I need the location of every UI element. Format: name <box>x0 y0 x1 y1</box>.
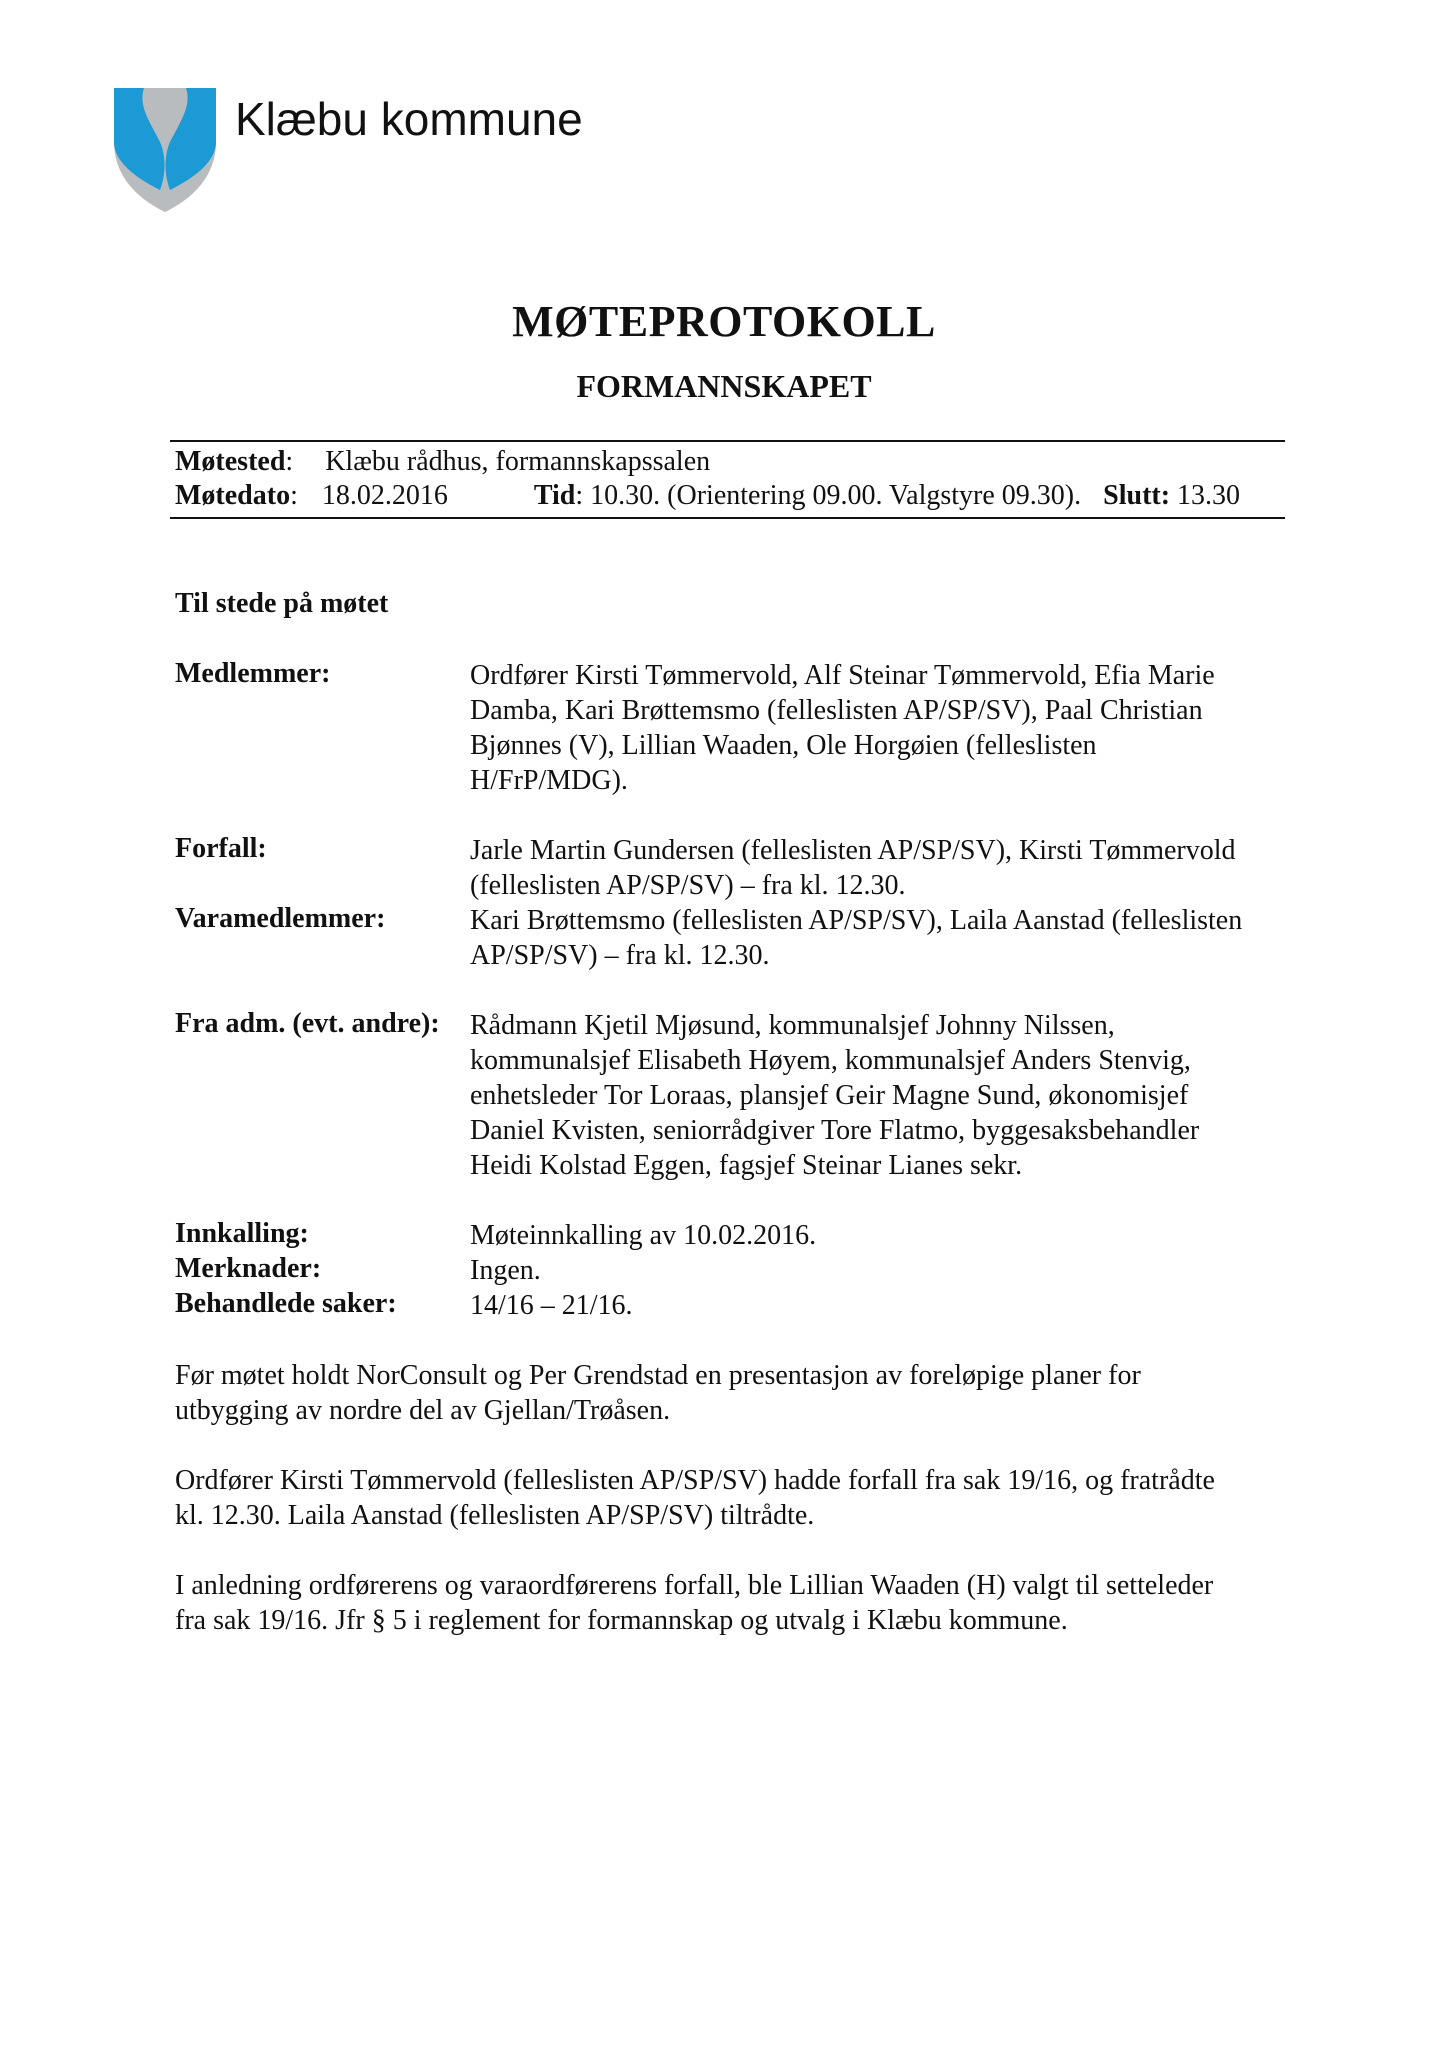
members-value <box>470 658 1290 798</box>
meeting-date-label: Møtedato <box>175 480 291 511</box>
admin-line: Heidi Kolstad Eggen, fagsjef Steinar Lianes sekr. <box>470 1150 1023 1181</box>
paragraph-mayor-absence <box>175 1463 1290 1533</box>
deputies-value <box>470 903 1290 973</box>
deputies-line: Kari Brøttemsmo (felleslisten AP/SP/SV), Laila Aanstad (felleslisten <box>470 905 1243 936</box>
document-subtitle: FORMANNSKAPET <box>576 368 872 404</box>
admin-line: Daniel Kvisten, seniorrådgiver Tore Flatmo, byggesaksbehandler <box>470 1115 1200 1146</box>
absent-label: Forfall: <box>175 833 267 864</box>
meeting-time-value: 10.30. (Orientering 09.00. Valgstyre 09.30). <box>590 480 1082 511</box>
meeting-place-line: Møtested: Klæbu rådhus, formannskapssalen <box>175 446 711 477</box>
paragraph-line: utbygging av nordre del av Gjellan/Trøåsen. <box>175 1395 671 1426</box>
meeting-end-label: Slutt: <box>1103 480 1171 511</box>
members-label: Medlemmer: <box>175 658 331 689</box>
paragraph-line: fra sak 19/16. Jfr § 5 i reglement for formannskap og utvalg i Klæbu kommune. <box>175 1605 1068 1636</box>
meeting-date-value: 18.02.2016 <box>321 480 448 511</box>
divider-bottom <box>170 517 1285 519</box>
absent-line: Jarle Martin Gundersen (felleslisten AP/SP/SV), Kirsti Tømmervold <box>470 835 1236 866</box>
paragraph-line: I anledning ordførerens og varaordførerens forfall, ble Lillian Waaden (H) valgt til setteleder <box>175 1570 1214 1601</box>
remarks-label: Merknader: <box>175 1253 322 1284</box>
paragraph-presentation <box>175 1358 1290 1428</box>
admin-line: kommunalsjef Elisabeth Høyem, kommunalsjef Anders Stenvig, <box>470 1045 1191 1076</box>
summons-value: Møteinnkalling av 10.02.2016. <box>470 1220 817 1251</box>
members-line: H/FrP/MDG). <box>470 765 628 796</box>
divider-top <box>170 440 1285 442</box>
absent-value <box>470 833 1290 903</box>
members-line: Ordfører Kirsti Tømmervold, Alf Steinar Tømmervold, Efia Marie <box>470 660 1215 691</box>
meeting-time-label: Tid <box>533 480 576 511</box>
klaebu-coat-of-arms-icon <box>110 86 220 214</box>
paragraph-line: Før møtet holdt NorConsult og Per Grendstad en presentasjon av foreløpige planer for <box>175 1360 1141 1391</box>
members-line: Damba, Kari Brøttemsmo (felleslisten AP/SP/SV), Paal Christian <box>470 695 1203 726</box>
cases-value: 14/16 – 21/16. <box>470 1290 633 1321</box>
attendance-heading: Til stede på møtet <box>175 588 389 619</box>
absent-line: (felleslisten AP/SP/SV) – fra kl. 12.30. <box>470 870 906 901</box>
document-title: MØTEPROTOKOLL <box>512 297 936 346</box>
meeting-end-value: 13.30 <box>1177 480 1241 511</box>
deputies-label: Varamedlemmer: <box>175 903 386 934</box>
members-line: Bjønnes (V), Lillian Waaden, Ole Horgøien (felleslisten <box>470 730 1097 761</box>
paragraph-acting-chair <box>175 1568 1290 1638</box>
meeting-place-value: Klæbu rådhus, formannskapssalen <box>325 446 711 477</box>
meeting-place-label: Møtested <box>175 446 286 477</box>
meeting-date-line: Møtedato: 18.02.2016 Tid: 10.30. (Orientering 09.00. Valgstyre 09.30). Slutt: 13.30 <box>175 480 1241 511</box>
deputies-line: AP/SP/SV) – fra kl. 12.30. <box>470 940 770 971</box>
paragraph-line: kl. 12.30. Laila Aanstad (felleslisten AP/SP/SV) tiltrådte. <box>175 1500 815 1531</box>
organization-name: Klæbu kommune <box>235 93 583 145</box>
admin-line: Rådmann Kjetil Mjøsund, kommunalsjef Johnny Nilssen, <box>470 1010 1115 1041</box>
cases-label: Behandlede saker: <box>175 1288 397 1319</box>
admin-value <box>470 1008 1290 1183</box>
admin-label: Fra adm. (evt. andre): <box>175 1008 440 1039</box>
paragraph-line: Ordfører Kirsti Tømmervold (felleslisten AP/SP/SV) hadde forfall fra sak 19/16, og fratrådte <box>175 1465 1215 1496</box>
remarks-value: Ingen. <box>470 1255 541 1286</box>
admin-line: enhetsleder Tor Loraas, plansjef Geir Magne Sund, økonomisjef <box>470 1080 1189 1111</box>
summons-label: Innkalling: <box>175 1218 309 1249</box>
